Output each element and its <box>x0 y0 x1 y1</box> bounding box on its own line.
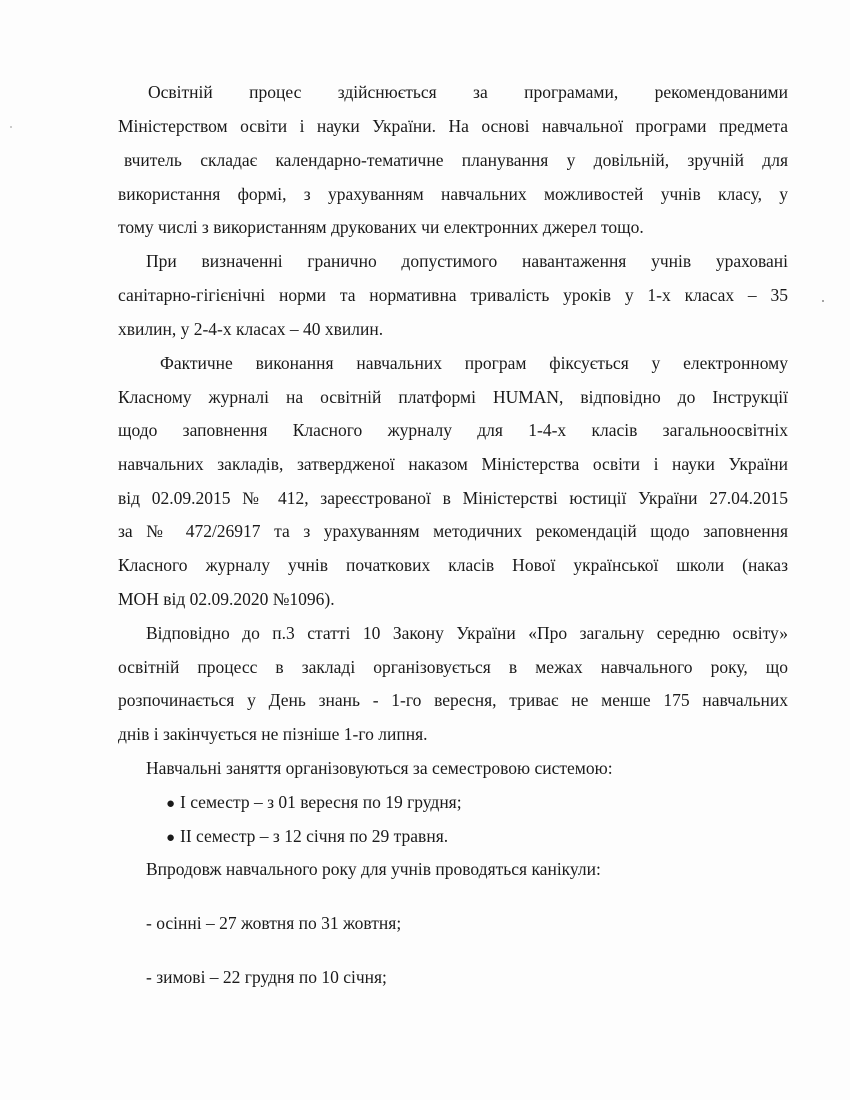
paragraph-2-line-1: При визначенні гранично допустимого навантаження учнів ураховані <box>146 251 788 271</box>
holidays-intro: Впродовж навчального року для учнів проводяться канікули: <box>146 859 601 879</box>
paragraph-1-line-1: Освітній процес здійснюється за програмами, рекомендованими <box>148 82 788 102</box>
holiday-autumn: - осінні – 27 жовтня по 31 жовтня; <box>146 913 402 933</box>
paragraph-4-line-1: Відповідно до п.3 статті 10 Закону України «Про загальну середню освіту» <box>146 623 788 643</box>
paragraph-1-line-5: тому числі з використанням друкованих чи електронних джерел тощо. <box>118 217 644 237</box>
scan-speck <box>822 300 824 302</box>
paragraph-3-line-3: щодо заповнення Класного журналу для 1-4-х класів загальноосвітніх <box>118 420 788 440</box>
paragraph-3-line-7: Класного журналу учнів початкових класів Нової української школи (наказ <box>118 555 788 575</box>
paragraph-3-line-1: Фактичне виконання навчальних програм фіксується у електронному <box>160 353 788 373</box>
paragraph-4-line-2: освітній процесс в закладі організовується в межах навчального року, що <box>118 657 788 677</box>
holiday-winter: - зимові – 22 грудня по 10 січня; <box>146 967 387 987</box>
paragraph-2-line-2: санітарно-гігієнічні норми та нормативна тривалість уроків у 1-х класах – 35 <box>118 285 788 305</box>
semester-item-2-text: ІІ семестр – з 12 січня по 29 травня. <box>180 826 449 846</box>
paragraph-1-line-2: Міністерством освіти і науки України. На основі навчальної програми предмета <box>118 116 788 136</box>
paragraph-2-line-3: хвилин, у 2-4-х класах – 40 хвилин. <box>118 319 384 339</box>
semester-system-intro: Навчальні заняття організовуються за семестровою системою: <box>146 758 613 778</box>
semester-item-2 <box>166 825 448 849</box>
bullet-icon: ● <box>166 830 176 846</box>
paragraph-3-line-4: навчальних закладів, затвердженої наказом Міністерства освіти і науки України <box>118 454 788 474</box>
paragraph-3-line-2: Класному журналі на освітній платформі HUMAN, відповідно до Інструкції <box>118 387 788 407</box>
paragraph-4-line-3: розпочинається у День знань - 1-го вересня, триває не менше 175 навчальних <box>118 690 788 710</box>
paragraph-4-line-4: днів і закінчується не пізніше 1-го липня. <box>118 724 428 744</box>
scan-speck <box>10 126 12 128</box>
paragraph-1-line-3: вчитель складає календарно-тематичне планування у довільній, зручній для <box>124 150 788 170</box>
paragraph-3-line-6: за № 472/26917 та з урахуванням методичних рекомендацій щодо заповнення <box>118 521 788 541</box>
paragraph-3-line-8: МОН від 02.09.2020 №1096). <box>118 589 335 609</box>
semester-item-1 <box>166 791 462 815</box>
paragraph-3-line-5: від 02.09.2015 № 412, зареєстрованої в Міністерстві юстиції України 27.04.2015 <box>118 488 788 508</box>
bullet-icon: ● <box>166 796 176 812</box>
paragraph-1-line-4: використання формі, з урахуванням навчальних можливостей учнів класу, у <box>118 184 788 204</box>
semester-item-1-text: І семестр – з 01 вересня по 19 грудня; <box>180 792 462 812</box>
